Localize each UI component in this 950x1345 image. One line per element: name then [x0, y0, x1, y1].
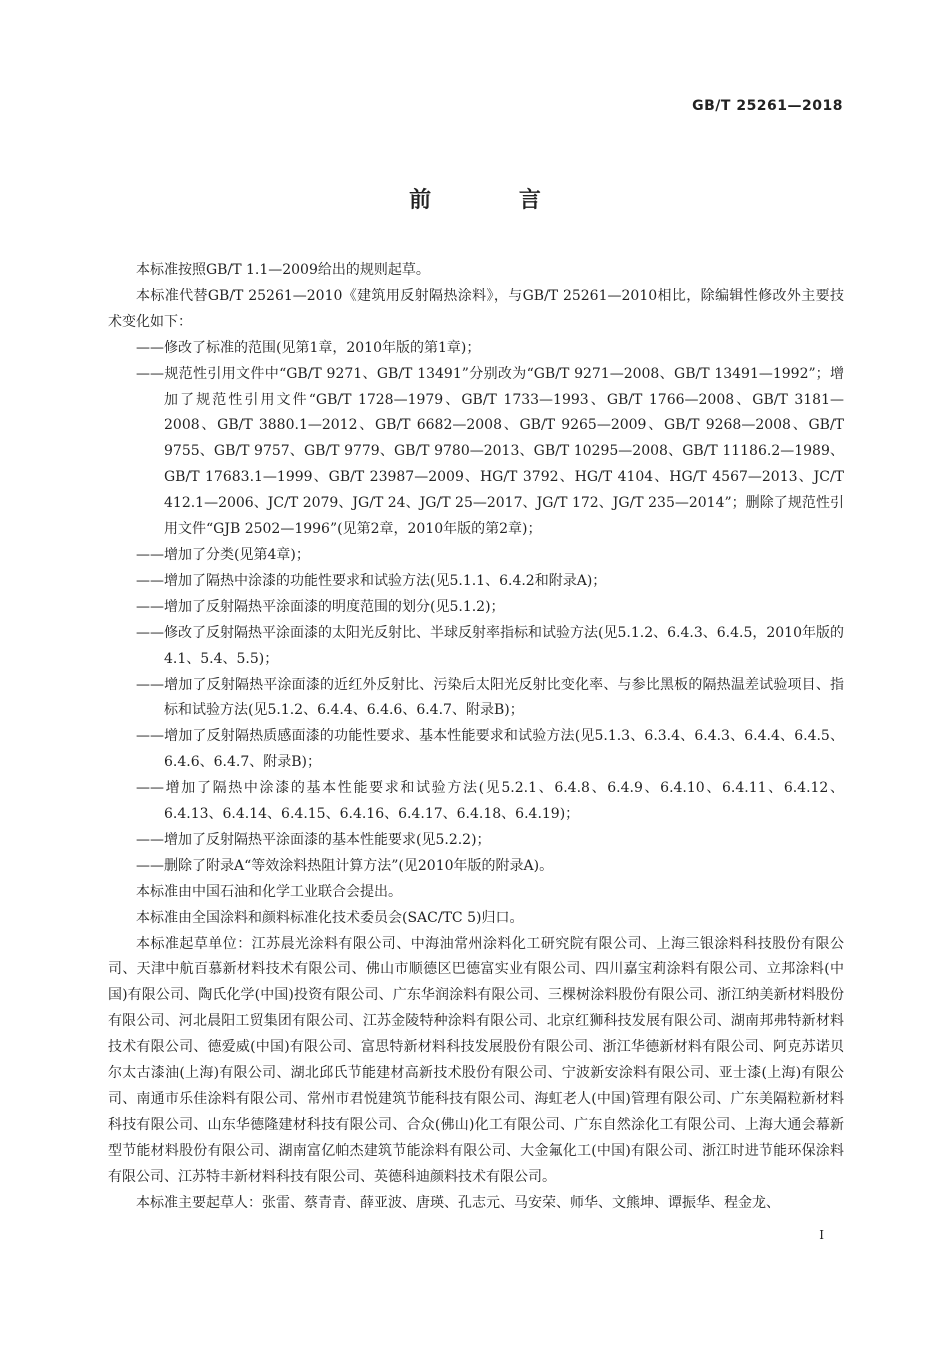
change-item: ——删除了附录A“等效涂料热阻计算方法”(见2010年版的附录A)。: [136, 857, 554, 874]
page-title: 前 言: [409, 187, 581, 213]
change-item: ——增加了分类(见第4章)；: [136, 546, 310, 563]
foreword-body: [108, 258, 844, 1217]
proposer-paragraph: 本标准由中国石油和化学工业联合会提出。: [136, 883, 402, 900]
change-item: ——增加了隔热中涂漆的基本性能要求和试验方法(见5.2.1、6.4.8、6.4.9、6.4.10、6.4.11、6.4.12、6.4.13、6.4.14、6.4.15、6.4.16、6.4.17、6.4.18、6.4.19)；: [136, 780, 844, 823]
drafting-rule-paragraph: 本标准按照GB/T 1.1—2009给出的规则起草。: [136, 262, 430, 278]
replacement-paragraph: 本标准代替GB/T 25261—2010《建筑用反射隔热涂料》，与GB/T 25261—2010相比，除编辑性修改外主要技术变化如下：: [108, 287, 844, 330]
standard-code: GB/T 25261—2018: [692, 98, 843, 114]
change-item: ——增加了反射隔热平涂面漆的近红外反射比、污染后太阳光反射比变化率、与参比黑板的隔热温差试验项目、指标和试验方法(见5.1.2、6.4.4、6.4.6、6.4.7、附录B)；: [136, 676, 844, 719]
drafters-paragraph: 本标准主要起草人：张雷、蔡青青、薛亚波、唐瑛、孔志元、马安荣、师华、文熊坤、谭振华、程金龙、: [136, 1194, 780, 1211]
committee-paragraph: 本标准由全国涂料和颜料标准化技术委员会(SAC/TC 5)归口。: [136, 909, 524, 926]
change-item: ——规范性引用文件中“GB/T 9271、GB/T 13491”分别改为“GB/T 9271—2008、GB/T 13491—1992”；增加了规范性引用文件“GB/T 1728—1979、GB/T 1733—1993、GB/T 1766—2008、GB/T 3181—2008、GB/T 3880.1—2012、GB/T 6682—2008、GB/T 9265—2009、GB/T 9268—2008、GB/T 9755、GB/T 9757、GB/T 9779、GB/T 9780—2013、GB/T 10295—2008、GB/T 11186.2—1989、GB/T 17683.1—1999、GB/T 23987—2009、HG/T 3792、HG/T 4104、HG/T 4567—2013、JC/T 412.1—2006、JC/T 2079、JG/T 24、JG/T 25—2017、JG/T 172、JG/T 235—2014”；删除了规范性引用文件“GJB 2502—1996”(见第2章，2010年版的第2章)；: [136, 365, 844, 538]
page-number: I: [819, 1228, 824, 1242]
change-item: ——增加了反射隔热平涂面漆的基本性能要求(见5.2.2)；: [136, 831, 491, 848]
change-item: ——修改了反射隔热平涂面漆的太阳光反射比、半球反射率指标和试验方法(见5.1.2、6.4.3、6.4.5，2010年版的4.1、5.4、5.5)；: [136, 624, 844, 667]
drafting-units-paragraph: 本标准起草单位：江苏晨光涂料有限公司、中海油常州涂料化工研究院有限公司、上海三银涂料科技股份有限公司、天津中航百慕新材料技术有限公司、佛山市顺德区巴德富实业有限公司、四川嘉宝莉涂料有限公司、立邦涂料(中国)有限公司、陶氏化学(中国)投资有限公司、广东华润涂料有限公司、三棵树涂料股份有限公司、浙江纳美新材料股份有限公司、河北晨阳工贸集团有限公司、江苏金陵特种涂料有限公司、北京红狮科技发展有限公司、湖南邦弗特新材料技术有限公司、德爱威(中国)有限公司、富思特新材料科技发展股份有限公司、浙江华德新材料有限公司、阿克苏诺贝尔太古漆油(上海)有限公司、湖北邱氏节能建材高新技术股份有限公司、宁波新安涂料有限公司、亚士漆(上海)有限公司、南通市乐佳涂料有限公司、常州市君悦建筑节能科技有限公司、海虹老人(中国)管理有限公司、广东美隔粒新材料科技有限公司、山东华德隆建材科技有限公司、合众(佛山)化工有限公司、广东自然涂化工有限公司、上海大通会幕新型节能材料股份有限公司、湖南富亿帕杰建筑节能涂料有限公司、大金氟化工(中国)有限公司、浙江时进节能环保涂料有限公司、江苏特丰新材料科技有限公司、英德科迪颜料技术有限公司。: [108, 935, 844, 1185]
change-item: ——增加了隔热中涂漆的功能性要求和试验方法(见5.1.1、6.4.2和附录A)；: [136, 572, 607, 589]
change-item: ——修改了标准的范围(见第1章，2010年版的第1章)；: [136, 339, 481, 356]
change-item: ——增加了反射隔热质感面漆的功能性要求、基本性能要求和试验方法(见5.1.3、6.3.4、6.4.3、6.4.4、6.4.5、6.4.6、6.4.7、附录B)；: [136, 728, 844, 771]
change-item: ——增加了反射隔热平涂面漆的明度范围的划分(见5.1.2)；: [136, 598, 505, 615]
